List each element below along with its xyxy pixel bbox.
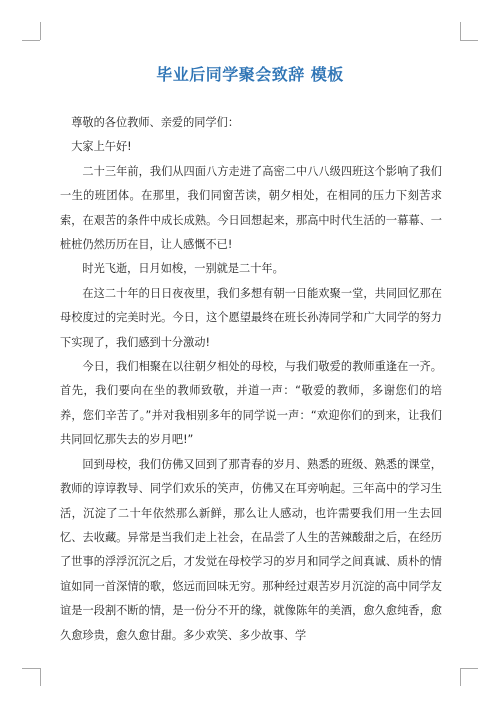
crop-mark-bottom-left (22, 668, 40, 669)
greeting: 大家上午好! (71, 140, 132, 154)
crop-mark-bottom-right (460, 668, 461, 686)
paragraph: 在这二十年的日日夜夜里，我们多想有朝一日能欢聚一堂，共同回忆那在母校度过的完美时光。今日，这个愿望最终在班长孙涛同学和广大同学的努力下实现了，我们感到十分激动! (60, 286, 442, 349)
crop-mark-top-right (460, 22, 461, 40)
paragraph: 时光飞逝，日月如梭，一别就是二十年。 (82, 262, 284, 276)
crop-mark-top-left (40, 22, 41, 40)
crop-mark-bottom-left (40, 668, 41, 686)
salutation: 尊敬的各位教师、亲爱的同学们： (71, 116, 240, 129)
document-body (60, 111, 442, 648)
crop-mark-top-left (22, 40, 40, 41)
paragraph: 回到母校，我们仿佛又回到了那青春的岁月、熟悉的班级、熟悉的课堂，教师的谆谆教导、同学们欢乐的笑声，仿佛又在耳旁响起。三年高中的学习生活，沉淀了二十年依然那么新鲜，那么让人感动，也许需要我们用一生去回忆、去收藏。异常是当我们走上社会，在品尝了人生的苦辣酸甜之后，在经历了世事的浮浮沉沉之后，才发觉在母校学习的岁月和同学之间真诚、质朴的情谊如同一首深情的歌，悠远而回味无穷。那种经过艰苦岁月沉淀的高中同学友谊是一段割不断的情，是一份分不开的缘，就像陈年的美酒，愈久愈纯香，愈久愈珍贵，愈久愈甘甜。多少欢笑、多少故事、学 (60, 457, 442, 642)
crop-mark-top-right (460, 40, 478, 41)
document-title: 毕业后同学聚会致辞 模板 (156, 65, 344, 84)
paragraph: 二十三年前，我们从四面八方走进了高密二中八八级四班这个影响了我们一生的班团体。在那里，我们同窗苦读，朝夕相处，在相同的压力下刻苦求索，在艰苦的条件中成长成熟。今日回想起来，那高中时代生活的一幕幕、一桩桩仍然历历在目，让人感慨不已! (60, 164, 442, 252)
crop-mark-bottom-right (460, 668, 478, 669)
paragraph: 今日，我们相聚在以往朝夕相处的母校，与我们敬爱的教师重逢在一齐。首先，我们要向在坐的教师致敬，并道一声：“敬爱的教师，多谢您们的培养，您们辛苦了。”并对我相别多年的同学说一声：“欢迎你们的到来，让我们共同回忆那失去的岁月吧!” (60, 360, 442, 447)
